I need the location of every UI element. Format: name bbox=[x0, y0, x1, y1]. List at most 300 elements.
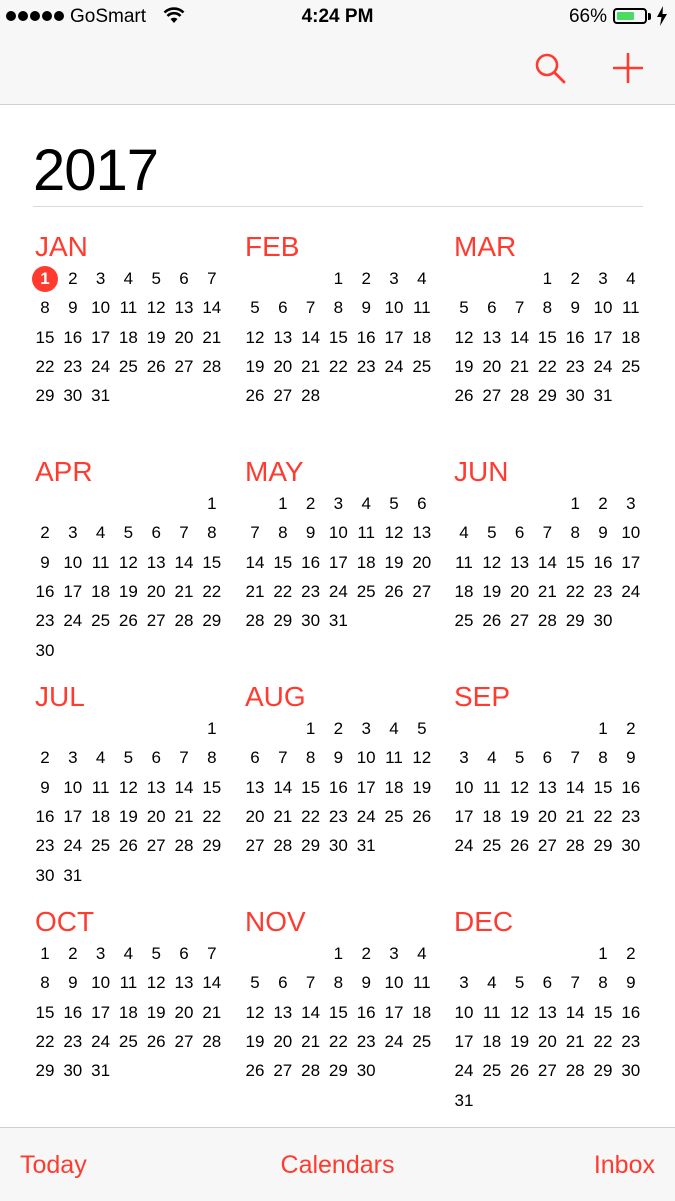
day-cell[interactable]: 13 bbox=[273, 1002, 293, 1022]
day-cell[interactable]: 13 bbox=[482, 327, 502, 347]
day-cell[interactable]: 27 bbox=[510, 611, 530, 631]
day-cell[interactable]: 15 bbox=[35, 327, 55, 347]
day-cell[interactable]: 15 bbox=[202, 777, 222, 797]
day-cell[interactable]: 9 bbox=[361, 973, 371, 993]
day-cell[interactable]: 19 bbox=[482, 581, 502, 601]
day-cell[interactable]: 6 bbox=[487, 298, 497, 318]
day-cell[interactable]: 31 bbox=[91, 1061, 111, 1081]
day-cell[interactable]: 23 bbox=[35, 836, 55, 856]
day-cell[interactable]: 28 bbox=[174, 611, 194, 631]
day-cell[interactable]: 27 bbox=[537, 1061, 557, 1081]
day-cell[interactable]: 24 bbox=[593, 356, 613, 376]
day-cell[interactable]: 11 bbox=[119, 298, 138, 318]
day-cell[interactable]: 12 bbox=[245, 1002, 265, 1022]
day-cell[interactable]: 2 bbox=[68, 944, 78, 963]
day-cell[interactable]: 4 bbox=[487, 748, 497, 768]
day-cell[interactable]: 29 bbox=[301, 836, 321, 856]
day-cell[interactable]: 27 bbox=[146, 836, 166, 856]
month-nov[interactable] bbox=[243, 905, 443, 1120]
day-cell[interactable]: 13 bbox=[245, 777, 265, 797]
day-cell[interactable]: 30 bbox=[63, 1061, 83, 1081]
day-cell[interactable]: 3 bbox=[95, 944, 106, 963]
day-cell[interactable]: 8 bbox=[598, 973, 608, 993]
day-cell[interactable]: 13 bbox=[174, 298, 194, 318]
day-cell[interactable]: 16 bbox=[621, 777, 641, 797]
day-cell[interactable]: 28 bbox=[537, 611, 557, 631]
day-cell[interactable]: 24 bbox=[328, 581, 348, 601]
day-cell[interactable]: 11 bbox=[385, 748, 403, 768]
day-cell[interactable]: 18 bbox=[412, 327, 432, 347]
day-cell[interactable]: 19 bbox=[118, 806, 138, 826]
day-cell[interactable]: 7 bbox=[305, 298, 316, 318]
day-cell[interactable]: 17 bbox=[384, 1002, 404, 1022]
day-cell[interactable]: 18 bbox=[454, 581, 474, 601]
day-cell[interactable]: 16 bbox=[35, 581, 55, 601]
month-jun[interactable] bbox=[452, 455, 652, 670]
day-cell[interactable]: 23 bbox=[621, 806, 641, 826]
day-cell[interactable]: 7 bbox=[179, 523, 189, 543]
day-cell[interactable]: 16 bbox=[565, 327, 585, 347]
day-cell[interactable]: 3 bbox=[459, 748, 469, 768]
day-cell[interactable]: 6 bbox=[278, 973, 288, 993]
day-cell[interactable]: 22 bbox=[35, 356, 55, 376]
day-cell[interactable]: 30 bbox=[621, 836, 641, 856]
day-cell[interactable]: 1 bbox=[207, 494, 217, 513]
day-cell[interactable]: 21 bbox=[565, 806, 585, 826]
day-cell[interactable]: 3 bbox=[95, 269, 106, 288]
day-cell[interactable]: 17 bbox=[91, 327, 111, 347]
day-cell[interactable]: 5 bbox=[459, 298, 469, 318]
day-cell[interactable]: 20 bbox=[510, 581, 530, 601]
day-cell[interactable]: 25 bbox=[621, 356, 641, 376]
day-cell[interactable]: 11 bbox=[91, 777, 110, 797]
day-cell[interactable]: 7 bbox=[250, 523, 260, 543]
day-cell[interactable]: 19 bbox=[510, 806, 530, 826]
day-cell[interactable]: 21 bbox=[245, 581, 265, 601]
day-cell[interactable]: 21 bbox=[273, 806, 293, 826]
day-cell[interactable]: 15 bbox=[301, 777, 321, 797]
day-cell[interactable]: 8 bbox=[40, 973, 50, 993]
day-cell[interactable]: 27 bbox=[273, 1061, 293, 1081]
month-jan[interactable] bbox=[33, 230, 233, 445]
day-cell[interactable]: 4 bbox=[417, 269, 427, 288]
day-cell[interactable]: 17 bbox=[63, 806, 83, 826]
day-cell[interactable]: 2 bbox=[305, 494, 316, 513]
day-cell[interactable]: 4 bbox=[417, 944, 427, 963]
day-cell[interactable]: 10 bbox=[454, 1002, 474, 1022]
day-cell[interactable]: 2 bbox=[361, 269, 371, 288]
day-cell[interactable]: 1 bbox=[333, 269, 344, 288]
day-cell[interactable]: 18 bbox=[482, 806, 502, 826]
day-cell[interactable]: 3 bbox=[459, 973, 469, 993]
day-cell[interactable]: 21 bbox=[174, 581, 194, 601]
day-cell[interactable]: 26 bbox=[384, 581, 404, 601]
day-cell[interactable]: 24 bbox=[91, 1031, 111, 1051]
day-cell[interactable]: 11 bbox=[119, 973, 138, 993]
day-cell[interactable]: 7 bbox=[207, 269, 217, 288]
day-cell[interactable]: 14 bbox=[202, 298, 222, 318]
day-cell[interactable]: 19 bbox=[454, 356, 474, 376]
day-cell[interactable]: 4 bbox=[626, 269, 636, 288]
day-cell[interactable]: 16 bbox=[35, 806, 55, 826]
day-cell[interactable]: 14 bbox=[174, 552, 194, 572]
day-cell[interactable]: 14 bbox=[301, 1002, 321, 1022]
day-cell[interactable]: 14 bbox=[174, 777, 194, 797]
search-icon[interactable] bbox=[532, 50, 568, 86]
day-cell[interactable]: 10 bbox=[91, 973, 111, 993]
day-cell[interactable]: 6 bbox=[514, 523, 525, 543]
day-cell[interactable]: 14 bbox=[565, 1002, 585, 1022]
day-cell[interactable]: 6 bbox=[179, 944, 189, 963]
day-cell[interactable]: 26 bbox=[245, 1061, 265, 1081]
day-cell[interactable]: 24 bbox=[63, 836, 83, 856]
day-cell[interactable]: 18 bbox=[91, 581, 111, 601]
day-cell[interactable]: 25 bbox=[91, 836, 111, 856]
day-cell[interactable]: 19 bbox=[118, 581, 138, 601]
day-cell[interactable]: 6 bbox=[542, 973, 553, 993]
day-cell[interactable]: 28 bbox=[174, 836, 194, 856]
day-cell[interactable]: 14 bbox=[301, 327, 321, 347]
day-cell[interactable]: 26 bbox=[510, 836, 530, 856]
day-cell[interactable]: 14 bbox=[565, 777, 585, 797]
inbox-button[interactable]: Inbox bbox=[593, 1151, 655, 1179]
day-cell[interactable]: 2 bbox=[333, 719, 344, 738]
day-cell[interactable]: 20 bbox=[412, 552, 432, 572]
day-cell[interactable]: 13 bbox=[412, 523, 432, 543]
calendars-button[interactable]: Calendars bbox=[280, 1151, 395, 1179]
day-cell[interactable]: 22 bbox=[202, 581, 222, 601]
day-cell[interactable]: 30 bbox=[328, 836, 348, 856]
day-cell[interactable]: 17 bbox=[356, 777, 376, 797]
day-cell[interactable]: 22 bbox=[537, 356, 557, 376]
day-cell[interactable]: 15 bbox=[593, 777, 613, 797]
day-cell[interactable]: 16 bbox=[621, 1002, 641, 1022]
day-cell[interactable]: 20 bbox=[174, 1002, 194, 1022]
day-cell[interactable]: 7 bbox=[179, 748, 189, 768]
day-cell[interactable]: 2 bbox=[40, 748, 50, 768]
day-cell[interactable]: 18 bbox=[91, 806, 111, 826]
day-cell[interactable]: 16 bbox=[63, 1002, 83, 1022]
day-cell[interactable]: 22 bbox=[328, 1031, 348, 1051]
day-cell[interactable]: 24 bbox=[384, 1031, 404, 1051]
day-cell[interactable]: 26 bbox=[118, 836, 138, 856]
day-cell[interactable]: 20 bbox=[273, 1031, 293, 1051]
day-cell[interactable]: 10 bbox=[63, 777, 83, 797]
day-cell[interactable]: 23 bbox=[63, 1031, 83, 1051]
day-cell[interactable]: 19 bbox=[384, 552, 404, 572]
day-cell[interactable]: 29 bbox=[202, 836, 222, 856]
day-cell[interactable]: 15 bbox=[593, 1002, 613, 1022]
day-cell[interactable]: 25 bbox=[454, 611, 474, 631]
day-cell[interactable]: 20 bbox=[146, 581, 166, 601]
day-cell[interactable]: 19 bbox=[146, 327, 166, 347]
day-cell[interactable]: 8 bbox=[207, 748, 217, 768]
day-cell[interactable]: 6 bbox=[278, 298, 288, 318]
day-cell[interactable]: 20 bbox=[273, 356, 293, 376]
day-cell[interactable]: 30 bbox=[63, 386, 83, 406]
day-cell[interactable]: 18 bbox=[118, 1002, 138, 1022]
day-cell[interactable]: 3 bbox=[68, 523, 78, 543]
day-cell[interactable]: 20 bbox=[245, 806, 265, 826]
day-cell[interactable]: 28 bbox=[202, 1031, 222, 1051]
day-cell[interactable]: 29 bbox=[35, 1061, 55, 1081]
day-cell[interactable]: 7 bbox=[542, 523, 553, 543]
day-cell[interactable]: 27 bbox=[273, 386, 293, 406]
day-cell[interactable]: 25 bbox=[91, 611, 111, 631]
day-cell[interactable]: 12 bbox=[510, 777, 530, 797]
day-cell[interactable]: 13 bbox=[146, 552, 166, 572]
day-cell[interactable]: 4 bbox=[459, 523, 469, 543]
day-cell[interactable]: 13 bbox=[537, 1002, 557, 1022]
day-cell[interactable]: 7 bbox=[207, 944, 217, 963]
day-cell[interactable]: 2 bbox=[626, 944, 636, 963]
day-cell[interactable]: 11 bbox=[357, 523, 376, 543]
day-cell[interactable]: 29 bbox=[273, 611, 293, 631]
day-cell[interactable]: 3 bbox=[361, 719, 371, 738]
day-cell[interactable]: 22 bbox=[202, 806, 222, 826]
day-cell[interactable]: 10 bbox=[621, 523, 641, 543]
day-cell[interactable]: 23 bbox=[356, 1031, 376, 1051]
month-dec[interactable] bbox=[452, 905, 652, 1120]
day-cell[interactable]: 2 bbox=[598, 494, 608, 513]
day-cell[interactable]: 8 bbox=[542, 298, 553, 318]
day-cell[interactable]: 21 bbox=[510, 356, 530, 376]
day-cell[interactable]: 4 bbox=[361, 494, 371, 513]
day-cell[interactable]: 11 bbox=[482, 1002, 501, 1022]
day-cell[interactable]: 6 bbox=[542, 748, 553, 768]
day-cell[interactable]: 25 bbox=[412, 1031, 432, 1051]
day-cell[interactable]: 26 bbox=[510, 1061, 530, 1081]
day-cell[interactable]: 9 bbox=[68, 973, 78, 993]
day-cell[interactable]: 9 bbox=[626, 973, 636, 993]
month-jul[interactable] bbox=[33, 680, 233, 895]
day-cell[interactable]: 29 bbox=[565, 611, 585, 631]
day-cell[interactable]: 10 bbox=[384, 298, 404, 318]
day-cell[interactable]: 29 bbox=[202, 611, 222, 631]
month-apr[interactable] bbox=[33, 455, 233, 670]
day-cell[interactable]: 19 bbox=[146, 1002, 166, 1022]
day-cell[interactable]: 16 bbox=[356, 1002, 376, 1022]
day-cell[interactable]: 27 bbox=[174, 356, 194, 376]
day-cell[interactable]: 3 bbox=[389, 944, 399, 963]
day-cell[interactable]: 5 bbox=[250, 298, 260, 318]
day-cell[interactable]: 30 bbox=[301, 611, 321, 631]
day-cell[interactable]: 1 bbox=[207, 719, 217, 738]
day-cell[interactable]: 17 bbox=[328, 552, 348, 572]
month-mar[interactable] bbox=[452, 230, 652, 445]
day-cell[interactable]: 14 bbox=[202, 973, 222, 993]
day-cell[interactable]: 9 bbox=[598, 523, 608, 543]
day-cell[interactable]: 21 bbox=[202, 327, 222, 347]
day-cell[interactable]: 20 bbox=[537, 1031, 557, 1051]
day-cell[interactable]: 8 bbox=[598, 748, 608, 768]
day-cell[interactable]: 16 bbox=[593, 552, 613, 572]
day-cell[interactable]: 7 bbox=[570, 748, 580, 768]
month-sep[interactable] bbox=[452, 680, 652, 895]
day-cell[interactable]: 10 bbox=[384, 973, 404, 993]
day-cell[interactable]: 26 bbox=[412, 806, 432, 826]
day-cell[interactable]: 19 bbox=[245, 356, 265, 376]
day-cell[interactable]: 11 bbox=[621, 298, 640, 318]
day-cell[interactable]: 9 bbox=[40, 777, 50, 797]
day-cell[interactable]: 14 bbox=[510, 327, 530, 347]
day-cell[interactable]: 14 bbox=[273, 777, 293, 797]
day-cell[interactable]: 30 bbox=[35, 865, 55, 885]
day-cell[interactable]: 29 bbox=[593, 1061, 613, 1081]
day-cell[interactable]: 26 bbox=[482, 611, 502, 631]
day-cell[interactable]: 15 bbox=[328, 1002, 348, 1022]
day-cell[interactable]: 25 bbox=[118, 356, 138, 376]
day-cell[interactable]: 22 bbox=[301, 806, 321, 826]
day-cell[interactable]: 13 bbox=[174, 973, 194, 993]
day-cell[interactable]: 7 bbox=[278, 748, 288, 768]
day-cell[interactable]: 1 bbox=[31, 267, 59, 291]
day-cell[interactable]: 6 bbox=[151, 748, 161, 768]
day-cell[interactable]: 27 bbox=[537, 836, 557, 856]
day-cell[interactable]: 1 bbox=[305, 719, 316, 738]
day-cell[interactable]: 25 bbox=[482, 1061, 502, 1081]
day-cell[interactable]: 26 bbox=[118, 611, 138, 631]
day-cell[interactable]: 23 bbox=[593, 581, 613, 601]
day-cell[interactable]: 17 bbox=[621, 552, 641, 572]
day-cell[interactable]: 22 bbox=[593, 1031, 613, 1051]
day-cell[interactable]: 18 bbox=[412, 1002, 432, 1022]
day-cell[interactable]: 22 bbox=[593, 806, 613, 826]
day-cell[interactable]: 15 bbox=[537, 327, 557, 347]
day-cell[interactable]: 21 bbox=[174, 806, 194, 826]
day-cell[interactable]: 22 bbox=[35, 1031, 55, 1051]
day-cell[interactable]: 2 bbox=[361, 944, 371, 963]
day-cell[interactable]: 24 bbox=[63, 611, 83, 631]
day-cell[interactable]: 7 bbox=[305, 973, 316, 993]
day-cell[interactable]: 28 bbox=[301, 386, 321, 406]
day-cell[interactable]: 12 bbox=[118, 777, 138, 797]
day-cell[interactable]: 10 bbox=[593, 298, 613, 318]
day-cell[interactable]: 5 bbox=[417, 719, 427, 738]
day-cell[interactable]: 21 bbox=[537, 581, 557, 601]
day-cell[interactable]: 12 bbox=[118, 552, 138, 572]
day-cell[interactable]: 21 bbox=[202, 1002, 222, 1022]
day-cell[interactable]: 17 bbox=[454, 1031, 474, 1051]
day-cell[interactable]: 30 bbox=[565, 386, 585, 406]
day-cell[interactable]: 11 bbox=[455, 552, 473, 572]
day-cell[interactable]: 8 bbox=[333, 973, 344, 993]
day-cell[interactable]: 10 bbox=[454, 777, 474, 797]
day-cell[interactable]: 21 bbox=[301, 356, 321, 376]
day-cell[interactable]: 13 bbox=[146, 777, 166, 797]
day-cell[interactable]: 24 bbox=[454, 1061, 474, 1081]
day-cell[interactable]: 5 bbox=[514, 973, 525, 993]
day-cell[interactable]: 9 bbox=[40, 552, 50, 572]
day-cell[interactable]: 23 bbox=[621, 1031, 641, 1051]
day-cell[interactable]: 31 bbox=[356, 836, 376, 856]
day-cell[interactable]: 12 bbox=[454, 327, 474, 347]
day-cell[interactable]: 30 bbox=[593, 611, 613, 631]
day-cell[interactable]: 29 bbox=[328, 1061, 348, 1081]
day-cell[interactable]: 13 bbox=[273, 327, 293, 347]
day-cell[interactable]: 24 bbox=[621, 581, 641, 601]
day-cell[interactable]: 25 bbox=[482, 836, 502, 856]
day-cell[interactable]: 24 bbox=[356, 806, 376, 826]
day-cell[interactable]: 26 bbox=[146, 356, 166, 376]
day-cell[interactable]: 14 bbox=[537, 552, 557, 572]
day-cell[interactable]: 28 bbox=[273, 836, 293, 856]
day-cell[interactable]: 12 bbox=[510, 1002, 530, 1022]
day-cell[interactable]: 24 bbox=[454, 836, 474, 856]
day-cell[interactable]: 31 bbox=[454, 1090, 474, 1110]
day-cell[interactable]: 28 bbox=[301, 1061, 321, 1081]
day-cell[interactable]: 17 bbox=[63, 581, 83, 601]
day-cell[interactable]: 19 bbox=[510, 1031, 530, 1051]
day-cell[interactable]: 10 bbox=[63, 552, 83, 572]
day-cell[interactable]: 11 bbox=[91, 552, 110, 572]
day-cell[interactable]: 1 bbox=[598, 719, 608, 738]
day-cell[interactable]: 4 bbox=[487, 973, 497, 993]
day-cell[interactable]: 18 bbox=[482, 1031, 502, 1051]
day-cell[interactable]: 1 bbox=[278, 494, 288, 513]
day-cell[interactable]: 18 bbox=[621, 327, 641, 347]
day-cell[interactable]: 21 bbox=[565, 1031, 585, 1051]
day-cell[interactable]: 1 bbox=[40, 944, 50, 963]
day-cell[interactable]: 28 bbox=[510, 386, 530, 406]
day-cell[interactable]: 28 bbox=[565, 836, 585, 856]
day-cell[interactable]: 10 bbox=[91, 298, 111, 318]
day-cell[interactable]: 4 bbox=[95, 523, 106, 543]
day-cell[interactable]: 25 bbox=[412, 356, 432, 376]
day-cell[interactable]: 9 bbox=[361, 298, 371, 318]
day-cell[interactable]: 19 bbox=[245, 1031, 265, 1051]
day-cell[interactable]: 8 bbox=[207, 523, 217, 543]
day-cell[interactable]: 15 bbox=[35, 1002, 55, 1022]
day-cell[interactable]: 12 bbox=[146, 973, 166, 993]
day-cell[interactable]: 23 bbox=[565, 356, 585, 376]
day-cell[interactable]: 20 bbox=[537, 806, 557, 826]
day-cell[interactable]: 26 bbox=[245, 386, 265, 406]
day-cell[interactable]: 6 bbox=[151, 523, 161, 543]
month-may[interactable] bbox=[243, 455, 443, 670]
day-cell[interactable]: 18 bbox=[384, 777, 404, 797]
day-cell[interactable]: 31 bbox=[593, 386, 613, 406]
day-cell[interactable]: 21 bbox=[301, 1031, 321, 1051]
day-cell[interactable]: 8 bbox=[305, 748, 316, 768]
day-cell[interactable]: 20 bbox=[174, 327, 194, 347]
day-cell[interactable]: 27 bbox=[174, 1031, 194, 1051]
day-cell[interactable]: 25 bbox=[384, 806, 404, 826]
day-cell[interactable]: 9 bbox=[570, 298, 580, 318]
day-cell[interactable]: 23 bbox=[356, 356, 376, 376]
day-cell[interactable]: 25 bbox=[356, 581, 376, 601]
day-cell[interactable]: 23 bbox=[35, 611, 55, 631]
day-cell[interactable]: 29 bbox=[593, 836, 613, 856]
day-cell[interactable]: 9 bbox=[626, 748, 636, 768]
day-cell[interactable]: 5 bbox=[123, 523, 134, 543]
day-cell[interactable]: 3 bbox=[598, 269, 608, 288]
day-cell[interactable]: 16 bbox=[63, 327, 83, 347]
day-cell[interactable]: 18 bbox=[356, 552, 376, 572]
day-cell[interactable]: 30 bbox=[356, 1061, 376, 1081]
day-cell[interactable]: 1 bbox=[542, 269, 553, 288]
day-cell[interactable]: 17 bbox=[91, 1002, 111, 1022]
day-cell[interactable]: 15 bbox=[328, 327, 348, 347]
day-cell[interactable]: 30 bbox=[35, 640, 55, 660]
day-cell[interactable]: 17 bbox=[593, 327, 613, 347]
day-cell[interactable]: 11 bbox=[412, 298, 431, 318]
day-cell[interactable]: 18 bbox=[118, 327, 138, 347]
day-cell[interactable]: 15 bbox=[273, 552, 293, 572]
day-cell[interactable]: 5 bbox=[123, 748, 134, 768]
day-cell[interactable]: 3 bbox=[626, 494, 636, 513]
day-cell[interactable]: 4 bbox=[123, 269, 134, 288]
